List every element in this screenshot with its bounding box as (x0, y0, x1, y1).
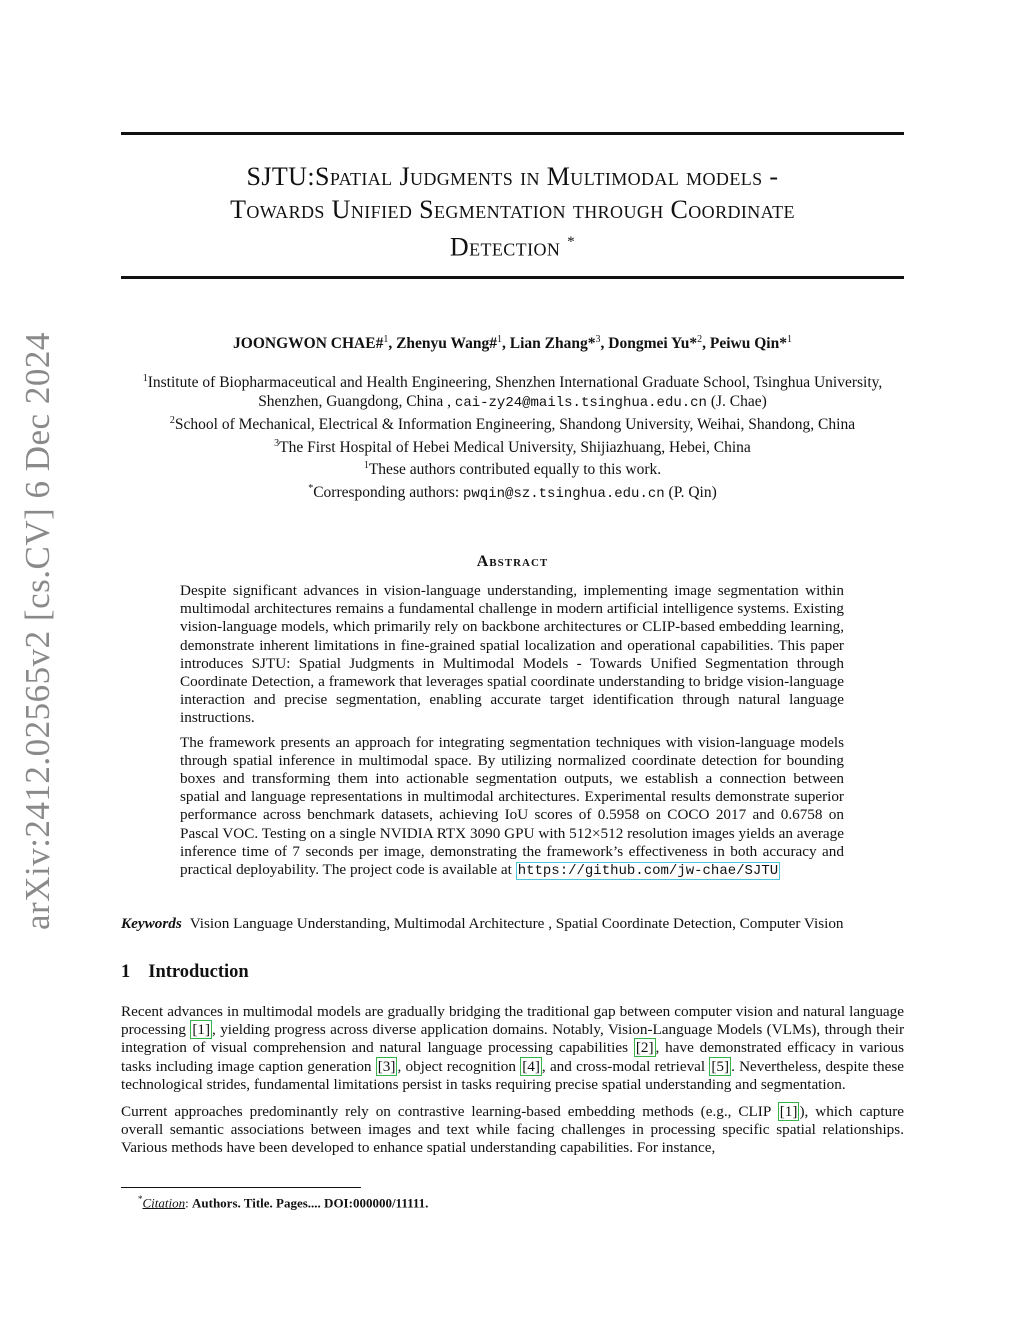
author-name: JOONGWON CHAE# (233, 335, 384, 353)
author-list: JOONGWON CHAE#$^1$, Zhenyu Wang#$^1$, Lian Zhang*$^3$, Dongmei Yu*$^2$, Peiwu Qin*$^1$ (233, 334, 792, 353)
author-affil-sup: 1 (786, 334, 792, 345)
paper-title (121, 160, 904, 264)
footnote-rule (121, 1187, 361, 1188)
project-code-link[interactable]: https://github.com/jw-chae/SJTU (517, 863, 779, 880)
section-title: Introduction (148, 962, 249, 982)
note-sup: * (308, 483, 314, 495)
citation-link[interactable]: [4] (522, 1057, 540, 1075)
author-affil-sup: 1 (497, 334, 503, 345)
author-name: Lian Zhang* (509, 335, 596, 353)
text-run: . Nevertheless, despite these technological strides, fundamental limitations persist in tasks requiring precise spatial understanding and segmentation. (121, 1057, 904, 1093)
section-heading-introduction (121, 962, 904, 983)
citation-link[interactable]: [1] (779, 1103, 798, 1121)
email-link-qin[interactable]: pwqin@sz.tsinghua.edu.cn (463, 486, 665, 503)
text-run: ), which capture overall semantic associations between images and text while facing challenges in processing specific spatial relationships. Various methods have been developed to enhance spatial understanding capabilities. For instance, (121, 1103, 905, 1157)
author-name: Zhenyu Wang# (396, 335, 498, 353)
affiliation-1 (110, 370, 915, 393)
intro-paragraph-1 (121, 1003, 904, 1094)
note-sup: 1 (363, 460, 369, 472)
footnote: *Citation: Authors. Title. Pages.... DOI:000000/11111. (138, 1194, 429, 1211)
affiliation-1-location: Shenzhen, Guangdong, China , (258, 392, 452, 410)
author-affil-sup: 2 (697, 334, 703, 345)
section-number: 1 (121, 962, 131, 982)
introduction-body (121, 1003, 904, 1167)
author-name: Peiwu Qin* (709, 335, 787, 353)
abstract-paragraph-1: Despite significant advances in vision-language understanding, implementing image segmentation within multimodal architectures remains a fundamental challenge in modern artificial intelligence systems. Existing vision-language models, which primarily rely on backbone architectures or CLIP-based embedding learning, demonstrate inherent limitations in fine-grained spatial localization and operational capabilities. This paper introduces SJTU: Spatial Judgments in Multimodal Models - Towards Unified Segmentation through Coordinate Detection, a framework that leverages spatial coordinate understanding to bridge vision-language interaction and precise segmentation, enabling accurate target identification through natural language instructions. (180, 582, 844, 727)
email-owner: (J. Chae) (710, 392, 767, 410)
keywords-text: Vision Language Understanding, Multimodal Architecture , Spatial Coordinate Detection, Computer Vision (189, 915, 844, 932)
title-bottom-rule (121, 276, 904, 279)
arxiv-identifier: arXiv:2412.02565v2 [cs.CV] 6 Dec 2024 (18, 332, 57, 930)
email-owner: (P. Qin) (668, 484, 717, 502)
title-line-2: Towards Unified Segmentation through Coordinate (230, 195, 795, 224)
text-run: , object recognition (397, 1057, 516, 1075)
author-name: Dongmei Yu* (608, 335, 698, 353)
footnote-marker: * (138, 1194, 143, 1204)
affiliation-sup: 2 (169, 415, 175, 427)
title-line-3 (121, 226, 904, 264)
text-run: Current approaches predominantly rely on contrastive learning-based embedding methods (e.g., CLIP (121, 1103, 771, 1121)
abstract-heading: Abstract (476, 553, 549, 570)
affiliation-1-line1: Institute of Biopharmaceutical and Health Engineering, Shenzhen International Graduate School, Tsinghua University, (147, 374, 883, 392)
affiliation-3 (110, 435, 915, 458)
affiliations (110, 370, 915, 504)
affiliation-sup: 1 (142, 373, 148, 384)
corresponding-label: Corresponding authors: (313, 484, 460, 502)
equal-contribution-text: These authors contributed equally to this work. (368, 461, 662, 479)
affiliation-3-text: The First Hospital of Hebei Medical University, Shijiazhuang, Hebei, China (279, 438, 751, 456)
footnote-text: Authors. Title. Pages.... DOI:000000/11111. (192, 1195, 429, 1211)
footnote-label: Citation (142, 1195, 186, 1211)
text-run: , have demonstrated efficacy in various tasks including image caption generation (121, 1039, 904, 1075)
text-run: , yielding progress across diverse application domains. Notably, Vision-Language Models (VLMs), through their integration of visual comprehension and natural language processing capabilities (121, 1021, 905, 1057)
citation-link[interactable]: [1] (192, 1021, 211, 1039)
abstract-paragraph-2 (180, 734, 844, 881)
text-run: , and cross-modal retrieval (541, 1057, 706, 1075)
title-line-3-text: Detection (449, 232, 561, 262)
abstract-body (180, 582, 844, 886)
title-line-1: SJTU:Spatial Judgments in Multimodal models - (246, 162, 779, 191)
affiliation-2-text: School of Mechanical, Electrical & Information Engineering, Shandong University, Weihai, Shandong, China (174, 416, 856, 434)
intro-paragraph-2 (121, 1103, 904, 1158)
citation-link[interactable]: [5] (711, 1057, 730, 1075)
affiliation-1-contact (110, 393, 915, 413)
title-top-rule (121, 132, 904, 135)
email-link-chae[interactable]: cai-zy24@mails.tsinghua.edu.cn (454, 394, 707, 411)
title-footnote-marker: * (567, 234, 576, 250)
text-run: Recent advances in multimodal models are gradually bridging the traditional gap between computer vision and natural language processing (121, 1003, 904, 1039)
citation-link[interactable]: [3] (377, 1057, 396, 1075)
corresponding-author-note (110, 480, 915, 504)
keywords (121, 915, 904, 933)
author-affil-sup: 1 (383, 334, 389, 345)
keywords-label: Keywords (121, 915, 182, 932)
author-affil-sup: 3 (595, 334, 601, 345)
affiliation-2 (110, 412, 915, 435)
abstract-paragraph-2-text: The framework presents an approach for integrating segmentation techniques with vision-language models through spatial inference in multimodal space. By utilizing normalized coordinate detection for bounding boxes and transforming them into actionable segmentation outputs, we establish a connection between spatial and language representations in multimodal architectures. Experimental results demonstrate superior performance across benchmark datasets, achieving IoU scores of 0.5958 on COCO 2017 and 0.6758 on Pascal VOC. Testing on a single NVIDIA RTX 3090 GPU with 512×512 resolution images yields an average inference time of 7 seconds per image, demonstrating the framework’s effectiveness in both accuracy and practical deployability. The project code is available at (180, 733, 844, 879)
affiliation-sup: 3 (274, 437, 280, 449)
citation-link[interactable]: [2] (635, 1039, 654, 1057)
equal-contribution-note (110, 457, 915, 480)
